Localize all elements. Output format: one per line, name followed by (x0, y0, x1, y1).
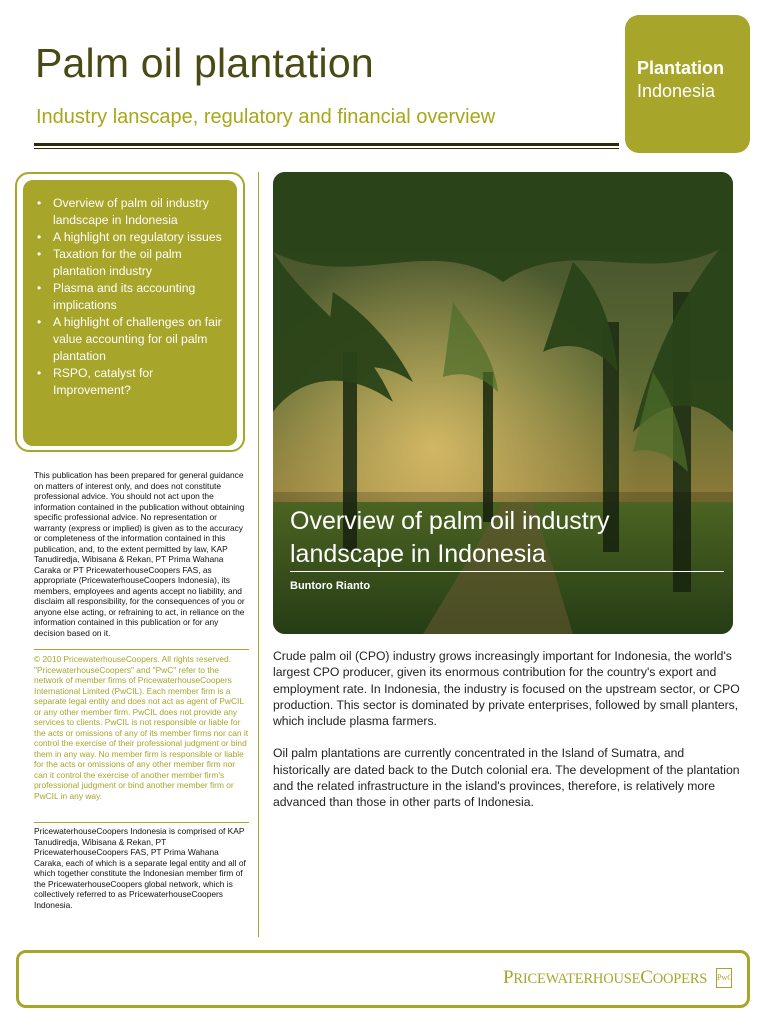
list-item: • A highlight of challenges on fair value accounting for oil palm plantation (37, 314, 227, 365)
list-item: • Plasma and its accounting implications (37, 280, 227, 314)
article-body (273, 648, 743, 827)
firms-text: PricewaterhouseCoopers Indonesia is comprised of KAP Tanudiredja, Wibisana & Rekan, PT PricewaterhouseCoopers FAS, PT Prima Wahana Caraka, each of which is a separate legal entity and all of which together constitute the Indonesian member firm of the PricewaterhouseCoopers global network, which is collectively referred to as PricewaterhouseCoopers Indonesia. (34, 826, 246, 910)
list-item: • RSPO, catalyst for Improvement? (37, 365, 227, 399)
paragraph: Oil palm plantations are currently concentrated in the Island of Sumatra, and historically are dated back to the Dutch colonial era. The development of the plantation and the related infrastructure in the island's provinces, therefore, is relatively more advanced than those in other parts of Indonesia. (273, 746, 740, 810)
pwc-mark-icon: PwC (716, 968, 732, 988)
article-title: Overview of palm oil industry landscape in Indonesia (290, 507, 610, 568)
disclaimer-text: This publication has been prepared for general guidance on matters of interest only, and does not constitute professional advice. You should not act upon the information contained in the publication without obtaining specific professional advice. No representation or warranty (express or implied) is given as to the accuracy or completeness of the information contained in this publication, and, to the extent permitted by law, KAP Tanudiredja, Wibisana & Rekan, PT Prima Wahana Caraka or PT PricewaterhouseCoopers FAS, as appropriate (PricewaterhouseCoopers Indonesia), its members, employees and agents accept no liability, and disclaim all responsibility, for the consequences of you or anyone else acting, or refraining to act, in reliance on the information contained in this publication or for any decision based on it. (34, 470, 245, 638)
logo-text-ricewaterhouse: RICEWATERHOUSE (513, 971, 641, 987)
logo-text-oopers: OOPERS (652, 971, 708, 987)
category-tag-secondary: Indonesia (637, 81, 716, 101)
page-subtitle: Industry lanscape, regulatory and financial overview (36, 106, 496, 128)
copyright-divider (34, 649, 249, 650)
column-divider (258, 172, 259, 937)
highlights-box (23, 180, 237, 446)
logo-initial-p: P (503, 967, 514, 988)
firms-divider (34, 822, 249, 823)
copyright-text: © 2010 PricewaterhouseCoopers. All rights reserved. "PricewaterhouseCoopers" and "PwC" refer to the network of member firms of PricewaterhouseCoopers International Limited (PwCIL). Each member firm is a separate legal entity and does not act as agent of PwCIL or any other member firm. PwCIL does not provide any services to clients. PwCIL is not responsible or liable for the acts or omissions of any of its member firms nor can it control the exercise of their professional judgment or bind them in any way. No member firm is responsible or liable for the acts or omissions of any other member firm nor can it control the exercise of another member firm's professional judgment or bind another member firm or PwCIL in any way. (34, 654, 249, 801)
article-author: Buntoro Rianto (290, 580, 371, 592)
list-item: • Overview of palm oil industry landscape in Indonesia (37, 195, 227, 229)
list-item: • A highlight on regulatory issues (37, 229, 227, 246)
list-item: • Taxation for the oil palm plantation industry (37, 246, 227, 280)
page-title: Palm oil plantation (35, 40, 374, 86)
header-divider (34, 143, 619, 146)
article-title-divider (290, 571, 724, 572)
category-tag (625, 15, 750, 153)
highlights-list (37, 195, 227, 399)
logo-initial-c: C (640, 967, 653, 988)
header-divider-thin (34, 148, 619, 149)
pwc-logo (503, 967, 707, 989)
paragraph: Crude palm oil (CPO) industry grows increasingly important for Indonesia, the world's largest CPO producer, given its enormous contribution for the country's export and employment rate. In Indonesia, the industry is focused on the upstream sector, or CPO production. This sector is dominated by private enterprises, followed by small planters, which include plasma farmers. (273, 649, 740, 729)
category-tag-primary: Plantation (637, 58, 725, 78)
